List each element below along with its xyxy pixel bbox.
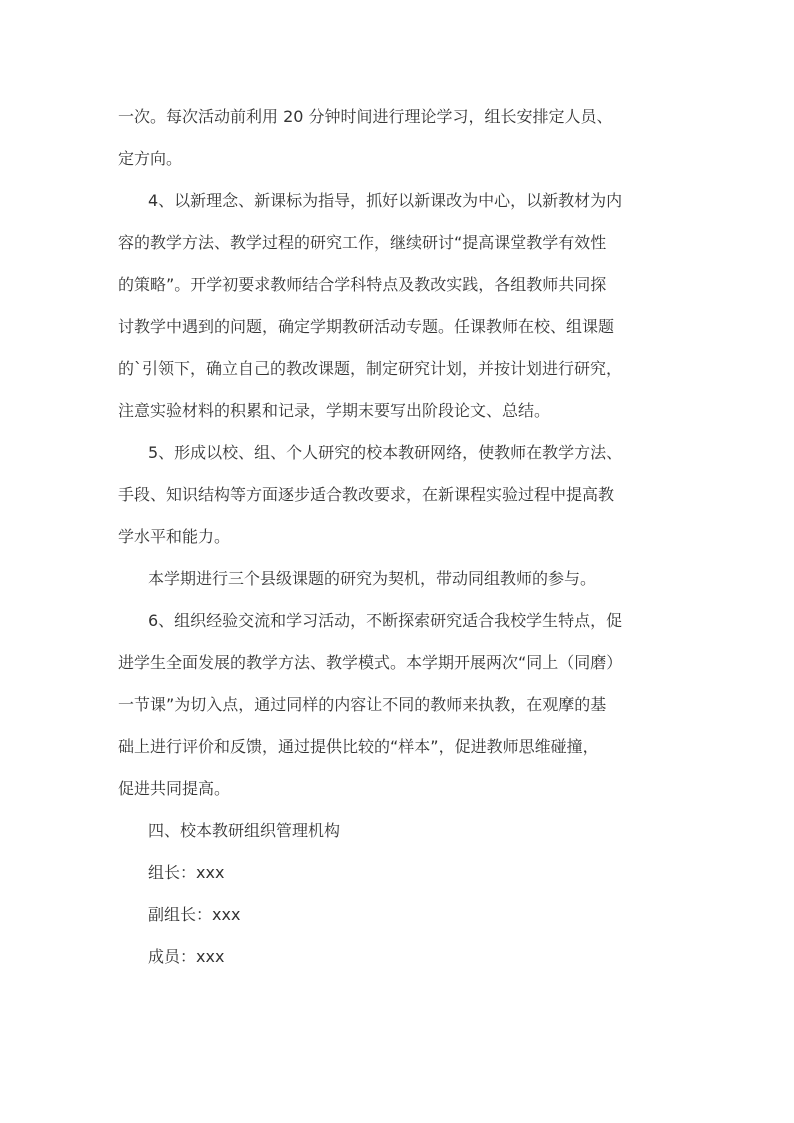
text-line: 的`引领下，确立自己的教改课题，制定研究计划，并按计划进行研究， [118,359,623,378]
section-heading: 四、校本教研组织管理机构 [148,821,341,840]
org-members: 成员：xxx [148,947,225,966]
text-line: 一次。每次活动前利用 20 分钟时间进行理论学习，组长安排定人员、 [118,107,613,126]
text-line: 注意实验材料的积累和记录，学期末要写出阶段论文、总结。 [118,401,551,420]
text-line: 础上进行评价和反馈，通过提供比较的“样本”，促进教师思维碰撞， [118,737,599,756]
org-deputy-leader: 副组长：xxx [148,905,241,924]
text-line: 讨教学中遇到的问题，确定学期教研活动专题。任课教师在校、组课题 [118,317,615,336]
text-line: 促进共同提高。 [118,779,231,798]
text-line: 6、组织经验交流和学习活动，不断探索研究适合我校学生特点，促 [148,611,623,630]
org-leader: 组长：xxx [148,863,225,882]
text-line: 手段、知识结构等方面逐步适合教改要求，在新课程实验过程中提高教 [118,485,615,504]
text-line: 容的教学方法、教学过程的研究工作，继续研讨“提高课堂教学有效性 [118,233,607,252]
text-line: 5、形成以校、组、个人研究的校本教研网络，使教师在教学方法、 [148,443,623,462]
text-line: 本学期进行三个县级课题的研究为契机，带动同组教师的参与。 [148,569,597,588]
text-line: 4、以新理念、新课标为指导，抓好以新课改为中心，以新教材为内 [148,191,623,210]
text-line: 一节课”为切入点，通过同样的内容让不同的教师来执教，在观摩的基 [118,695,607,714]
text-line: 进学生全面发展的教学方法、教学模式。本学期开展两次“同上（同磨） [118,653,623,672]
text-line: 的策略”。开学初要求教师结合学科特点及教改实践，各组教师共同探 [118,275,607,294]
text-line: 定方向。 [118,149,183,168]
text-line: 学水平和能力。 [118,527,231,546]
